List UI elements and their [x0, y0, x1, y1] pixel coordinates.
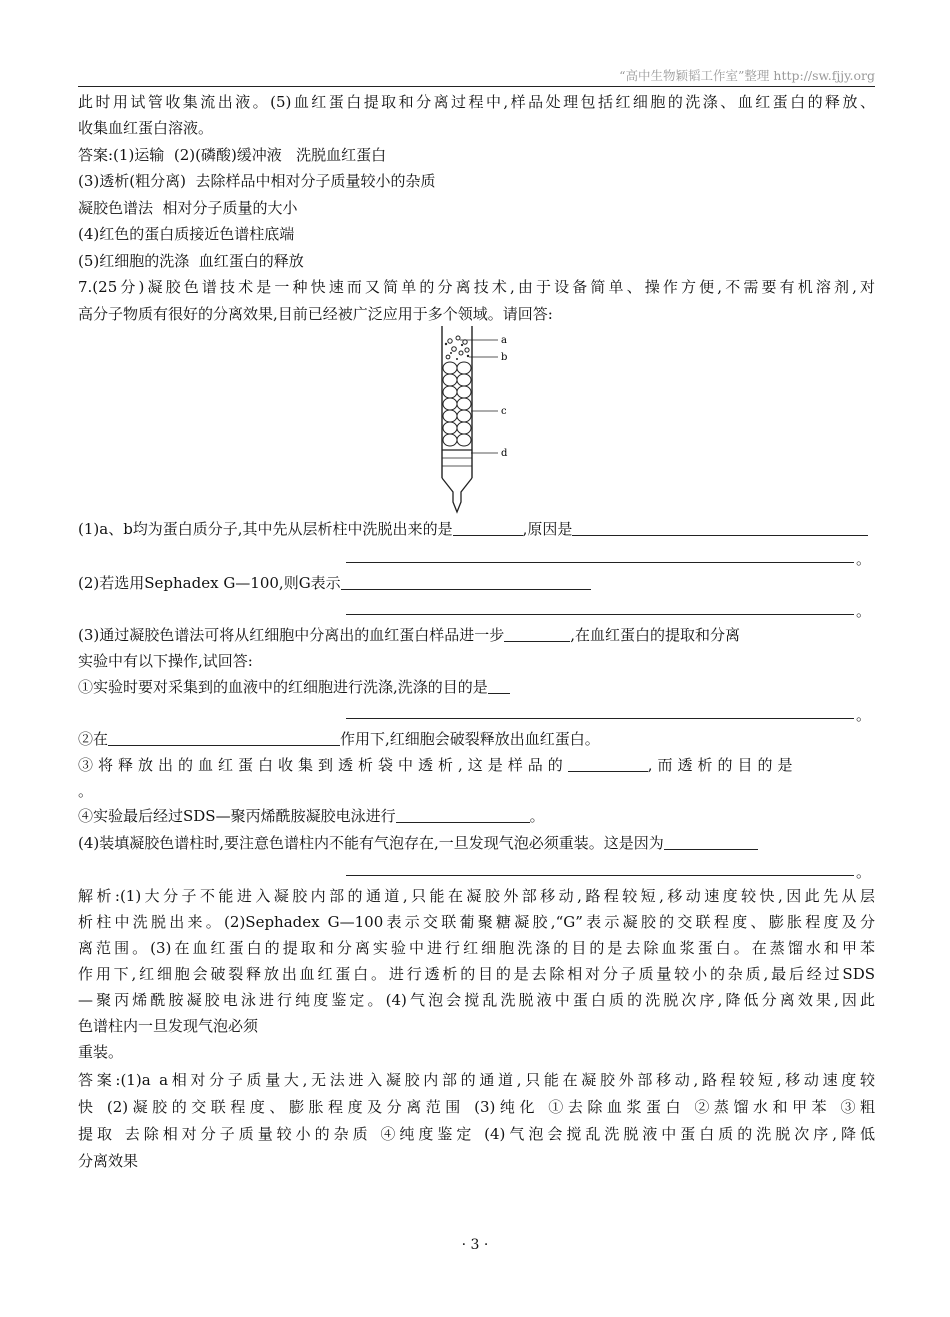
answer-blank[interactable] [664, 834, 758, 850]
answer-blank[interactable] [346, 718, 854, 719]
question-text: ,原因是 [522, 520, 573, 538]
question-text: ,而透析的目的是 [647, 756, 798, 774]
answer-line: 分离效果 [78, 1152, 139, 1170]
end-mark: 。 [856, 706, 872, 724]
analysis-line: 作用下,红细胞会破裂释放出血红蛋白。进行透析的目的是去除相对分子质量较小的杂质,最后经过SDS [78, 965, 875, 983]
text-line: 答案:(1)运输 (2)(磷酸)缓冲液 洗脱血红蛋白 [78, 146, 387, 164]
analysis-line: 解析:(1)大分子不能进入凝胶内部的通道,只能在凝胶外部移动,路程较短,移动速度较快,因此先从层 [78, 887, 875, 905]
answer-blank[interactable] [346, 614, 854, 615]
question-text: 。 [529, 807, 545, 825]
label-d: d [501, 448, 508, 459]
answer-blank[interactable] [568, 756, 648, 772]
page-header: “高中生物颖韬工作室”整理 http://sw.fjjy.org [619, 68, 875, 83]
text-line: 收集血红蛋白溶液。 [78, 119, 214, 137]
question-text: (2)若选用Sephadex G—100,则G表示 [78, 574, 341, 592]
answer-blank[interactable] [396, 807, 530, 823]
question-3 [78, 625, 740, 645]
question-text: (3)通过凝胶色谱法可将从红细胞中分离出的血红蛋白样品进一步 [78, 626, 505, 644]
question-text: ①实验时要对采集到的血液中的红细胞进行洗涤,洗涤的目的是 [78, 678, 488, 696]
text-line: (3)透析(粗分离) 去除样品中相对分子质量较小的杂质 [78, 172, 436, 190]
question-text: (4)装填凝胶色谱柱时,要注意色谱柱内不能有气泡存在,一旦发现气泡必须重装。这是因为 [78, 834, 664, 852]
question-2 [78, 573, 591, 593]
end-mark: 。 [856, 602, 872, 620]
text-line: (4)红色的蛋白质接近色谱柱底端 [78, 225, 295, 243]
text-line: 高分子物质有很好的分离效果,目前已经被广泛应用于多个领域。请回答: [78, 305, 553, 323]
text-line: 实验中有以下操作,试回答: [78, 652, 253, 670]
question-1 [78, 519, 868, 539]
answer-blank[interactable] [488, 678, 510, 694]
label-b: b [501, 352, 508, 363]
analysis-line: 色谱柱内一旦发现气泡必须 [78, 1017, 259, 1035]
answer-line: 快 (2)凝胶的交联程度、膨胀程度及分离范围 (3)纯化 ①去除血浆蛋白 ②蒸馏水和甲苯 ③粗 [78, 1098, 875, 1116]
question-text: ④实验最后经过SDS—聚丙烯酰胺凝胶电泳进行 [78, 807, 396, 825]
text-line: 凝胶色谱法 相对分子质量的大小 [78, 199, 298, 217]
answer-line: 提取 去除相对分子质量较小的杂质 ④纯度鉴定 (4)气泡会搅乱洗脱液中蛋白质的洗脱次序,降低 [78, 1125, 875, 1143]
question-text: 作用下,红细胞会破裂释放出血红蛋白。 [340, 730, 600, 748]
end-mark: 。 [856, 550, 872, 568]
chromatography-column-figure [425, 326, 535, 514]
answer-blank[interactable] [346, 562, 854, 563]
question-3-2 [78, 729, 600, 749]
text-line: 7.(25分)凝胶色谱技术是一种快速而又简单的分离技术,由于设备简单、操作方便,不需要有机溶剂,对 [78, 278, 875, 296]
question-4 [78, 833, 758, 853]
answer-blank[interactable] [572, 520, 868, 536]
question-3-1 [78, 677, 510, 697]
analysis-line: 离范围。(3)在血红蛋白的提取和分离实验中进行红细胞洗涤的目的是去除血浆蛋白。在蒸馏水和甲苯 [78, 939, 875, 957]
question-text: (1)a、b均为蛋白质分子,其中先从层析柱中洗脱出来的是 [78, 520, 453, 538]
header-rule [78, 86, 875, 87]
question-text: ②在 [78, 730, 109, 748]
question-text: ,在血红蛋白的提取和分离 [570, 626, 741, 644]
text-line: 。 [78, 782, 94, 800]
text-line: 此时用试管收集流出液。(5)血红蛋白提取和分离过程中,样品处理包括红细胞的洗涤、血红蛋白的释放、 [78, 93, 875, 111]
label-a: a [501, 335, 507, 346]
answer-blank[interactable] [504, 626, 570, 642]
analysis-line: 析柱中洗脱出来。(2)Sephadex G—100表示交联葡聚糖凝胶,“G”表示凝胶的交联程度、膨胀程度及分 [78, 913, 875, 931]
question-text: ③将释放出的血红蛋白收集到透析袋中透析,这是样品的 [78, 756, 568, 774]
answer-line: 答案:(1)a a相对分子质量大,无法进入凝胶内部的通道,只能在凝胶外部移动,路程较短,移动速度较 [78, 1071, 875, 1089]
answer-blank[interactable] [108, 730, 340, 746]
analysis-line: 重装。 [78, 1043, 124, 1061]
question-3-4 [78, 806, 545, 826]
question-3-3 [78, 755, 875, 775]
label-c: c [501, 406, 507, 417]
answer-blank[interactable] [453, 520, 523, 536]
text-line: (5)红细胞的洗涤 血红蛋白的释放 [78, 252, 304, 270]
analysis-line: —聚丙烯酰胺凝胶电泳进行纯度鉴定。(4)气泡会搅乱洗脱液中蛋白质的洗脱次序,降低分离效果,因此 [78, 991, 875, 1009]
end-mark: 。 [856, 863, 872, 881]
page-number: · 3 · [461, 1237, 489, 1253]
answer-blank[interactable] [346, 875, 854, 876]
answer-blank[interactable] [341, 574, 591, 590]
